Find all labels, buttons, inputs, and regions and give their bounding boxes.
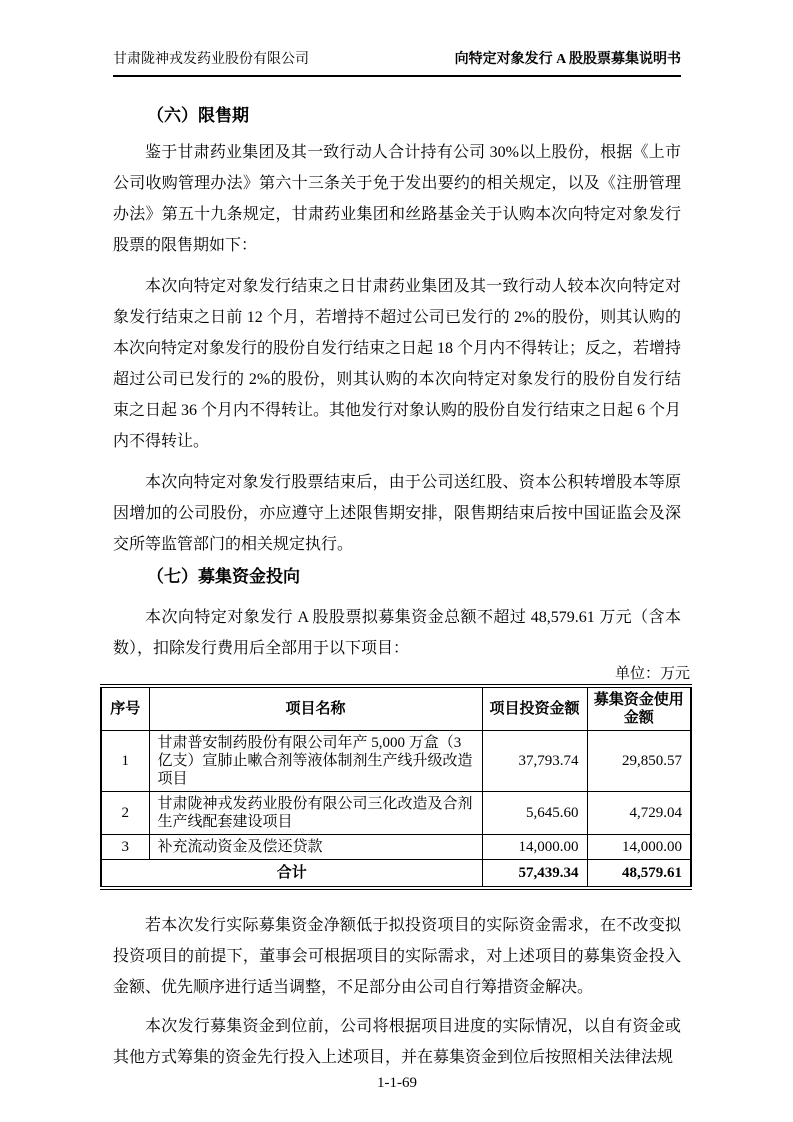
total-investment: 57,439.34: [482, 860, 587, 889]
paragraph-fund-intro: 本次向特定对象发行 A 股股票拟募集资金总额不超过 48,579.61 万元（含本数），扣除发行费用后全部用于以下项目：: [113, 609, 681, 657]
paragraph-prefunding-note: 本次发行募集资金到位前，公司将根据项目进度的实际情况，以自有资金或其他方式筹集的资金先行投入上述项目，并在募集资金到位后按照相关法律法规: [113, 1018, 681, 1066]
table-row: [101, 792, 691, 835]
row-raised-usage: 4,729.04: [587, 792, 691, 835]
row-project-name: 补充流动资金及偿还贷款: [149, 835, 482, 860]
table-row: [101, 835, 691, 860]
row-project-name: 甘肃陇神戎发药业股份有限公司三化改造及合剂生产线配套建设项目: [149, 792, 482, 835]
column-header-investment: 项目投资金额: [482, 686, 587, 731]
column-header-project-name: 项目名称: [149, 686, 482, 731]
paragraph-lockup-2: 本次向特定对象发行结束之日甘肃药业集团及其一致行动人较本次向特定对象发行结束之日前 12 个月，若增持不超过公司已发行的 2%的股份，则其认购的本次向特定对象发行的股份自发行结束之日起 18 个月内不得转让；反之，若增持超过公司已发行的 2%的股份，则其认购的本次向特定对象发行的股份自发行结束之日起 36 个月内不得转让。其他发行对象认购的股份自发行结束之日起 6 个月内不得转让。: [113, 278, 682, 450]
section-heading-fund-usage: （七）募集资金投向: [147, 567, 300, 586]
row-raised-usage: 29,850.57: [587, 731, 691, 792]
row-investment: 14,000.00: [482, 835, 587, 860]
table-row: [101, 731, 691, 792]
page-header: [113, 50, 681, 77]
header-document-title: 向特定对象发行 A 股股票募集说明书: [454, 52, 681, 67]
row-project-name: 甘肃普安制药股份有限公司年产 5,000 万盒（3 亿支）宣肺止嗽合剂等液体制剂生产线升级改造项目: [149, 731, 482, 792]
row-investment: 5,645.60: [482, 792, 587, 835]
row-index: 1: [101, 731, 149, 792]
table-unit-note: 单位：万元: [614, 666, 690, 682]
section-heading-lockup-period: （六）限售期: [147, 106, 249, 125]
row-raised-usage: 14,000.00: [587, 835, 691, 860]
page-number: 1-1-69: [377, 1075, 417, 1091]
row-investment: 37,793.74: [482, 731, 587, 792]
row-index: 2: [101, 792, 149, 835]
header-company-name: 甘肃陇神戎发药业股份有限公司: [113, 52, 309, 67]
paragraph-adjustment-note: 若本次发行实际募集资金净额低于拟投资项目的实际资金需求，在不改变拟投资项目的前提下，董事会可根据项目的实际需求，对上述项目的募集资金投入金额、优先顺序进行适当调整，不足部分由公司自行筹措资金解决。: [113, 917, 681, 996]
table-header-row: [101, 686, 691, 731]
column-header-raised-usage: 募集资金使用金额: [587, 686, 691, 731]
paragraph-lockup-3: 本次向特定对象发行股票结束后，由于公司送红股、资本公积转增股本等原因增加的公司股份，亦应遵守上述限售期安排，限售期结束后按中国证监会及深交所等监管部门的相关规定执行。: [113, 474, 681, 553]
total-raised-usage: 48,579.61: [587, 860, 691, 889]
column-header-index: 序号: [101, 686, 149, 731]
row-index: 3: [101, 835, 149, 860]
paragraph-lockup-1: 鉴于甘肃药业集团及其一致行动人合计持有公司 30%以上股份，根据《上市公司收购管理办法》第六十三条关于免于发出要约的相关规定，以及《注册管理办法》第五十九条规定，甘肃药业集团和丝路基金关于认购本次向特定对象发行股票的限售期如下：: [113, 144, 681, 254]
total-label: 合计: [101, 860, 482, 889]
table-total-row: [101, 860, 691, 889]
fund-usage-table: [100, 684, 692, 890]
